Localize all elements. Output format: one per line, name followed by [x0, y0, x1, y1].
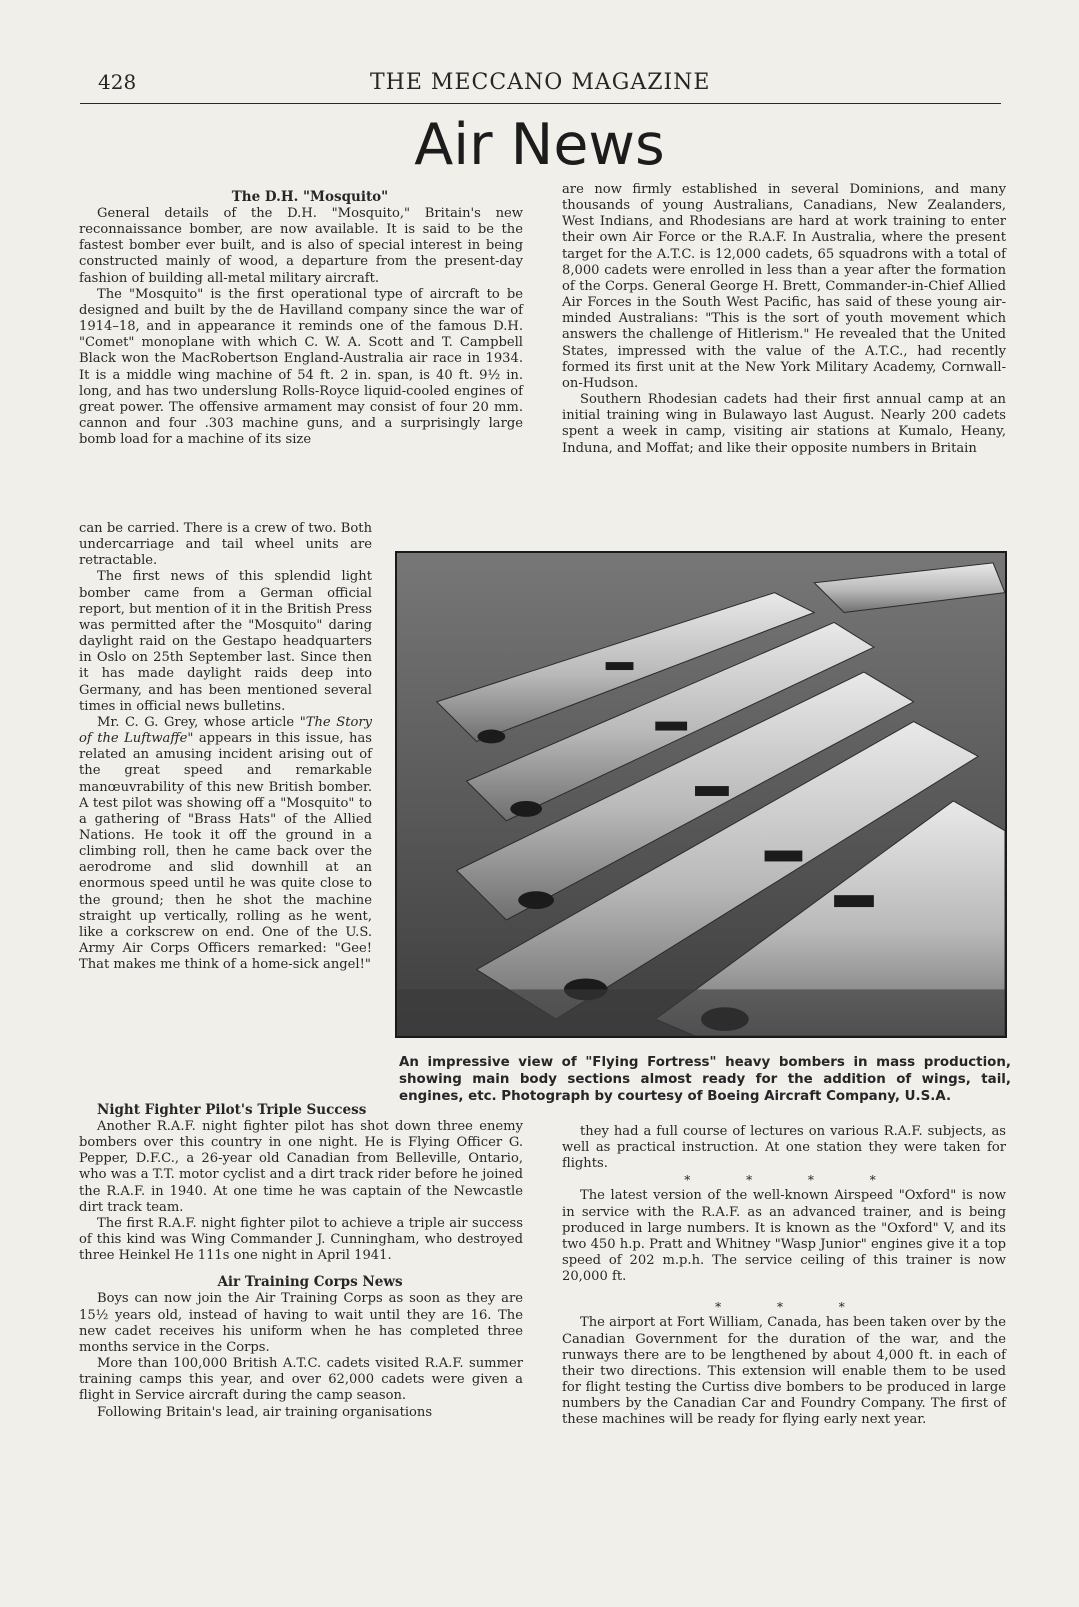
bomber-factory-photo: [395, 551, 1007, 1038]
left-column-narrow: [79, 521, 372, 973]
paragraph: Southern Rhodesian cadets had their first annual camp at an initial training wing in Bulawayo last August. Nearly 200 cadets spent a week in camp, visiting air stations at Kumalo, Heany, Induna, and Moffat; and like their opposite numbers in Britain: [562, 392, 1006, 456]
paragraph: General details of the D.H. "Mosquito," Britain's new reconnaissance bomber, are now available. It is said to be the fastest bomber ever built, and is also of special interest in being constructed mainly of wood, a departure from the present-day fashion of building all-metal military aircraft.: [79, 206, 523, 286]
right-column-top: [562, 182, 1006, 457]
section-heading-mosquito: The D.H. "Mosquito": [231, 189, 389, 205]
paragraph: The airport at Fort William, Canada, has been taken over by the Canadian Government for the duration of the war, and the runways there are to be lengthened by about 4,000 ft. in each of their two directions. This extension will enable them to be used for flight testing the Curtiss dive bombers to be produced in large numbers by the Canadian Car and Foundry Company. The first of these machines will be ready for flying early next year.: [562, 1315, 1006, 1428]
paragraph: More than 100,000 British A.T.C. cadets visited R.A.F. summer training camps this year, and over 62,000 cadets were given a flight in Service aircraft during the camp season.: [79, 1356, 523, 1404]
article-title: "The Story of the Luftwaffe": [79, 714, 372, 747]
section-heading-atc: Air Training Corps News: [217, 1274, 403, 1291]
left-column-bottom: [79, 1102, 523, 1421]
paragraph: Following Britain's lead, air training organisations: [97, 1404, 433, 1420]
paragraph: The first R.A.F. night fighter pilot to achieve a triple air success of this kind was Wing Commander J. Cunningham, who destroyed three Heinkel He 111s one night in April 1941.: [79, 1215, 523, 1264]
section-separator: * * * *: [684, 1173, 902, 1188]
paragraph: Boys can now join the Air Training Corps as soon as they are 15½ years old, instead of having to wait until they are 16. The new cadet receives his uniform when he has completed three months service in the Corps.: [79, 1291, 523, 1355]
text: Mr. C. G. Grey, whose article: [97, 714, 300, 730]
header-rule: [80, 103, 1001, 104]
paragraph: can be carried. There is a crew of two. Both undercarriage and tail wheel units are retractable.: [79, 521, 372, 569]
section-separator: * * *: [715, 1300, 871, 1315]
paragraph: [79, 715, 372, 974]
paragraph: The "Mosquito" is the first operational type of aircraft to be designed and built by the de Havilland company since the war of 1914–18, and in appearance it reminds one of the famous D.H. "Comet" monoplane with which C. W. A. Scott and T. Campbell Black won the MacRobertson England-Australia air race in 1934. It is a middle wing machine of 54 ft. 2 in. span, is 40 ft. 9½ in. long, and has two underslung Rolls-Royce liquid-cooled engines of great power. The offensive armament may consist of four 20 mm. cannon and four .303 machine guns, and a surprisingly large bomb load for a machine of its size: [79, 286, 523, 448]
page-number: 428: [98, 70, 137, 94]
photo-illustration: [397, 553, 1005, 1036]
paragraph: Another R.A.F. night fighter pilot has shot down three enemy bombers over this country in one night. He is Flying Officer G. Pepper, D.F.C., a 26-year old Canadian from Belleville, Ontario, who was a T.T. motor cyclist and a dirt track rider before he joined the R.A.F. in 1940. At one time he was captain of the Newcastle dirt track team.: [79, 1119, 523, 1215]
section-heading-night-fighter: Night Fighter Pilot's Triple Success: [97, 1102, 367, 1118]
text: appears in this issue, has related an amusing incident arising out of the great speed and remarkable manœuvrability of this new British bomber. A test pilot was showing off a "Mosquito" to a gathering of "Brass Hats" of the Allied Nations. He took it off the ground in a climbing roll, then he came back over the aerodrome and slid downhill at an enormous speed until he was quite close to the ground; then he shot the machine straight up vertically, rolling as he went, like a corkscrew on end. One of the U.S. Army Air Corps Officers remarked: "Gee! That makes me think of a home-sick angel!": [79, 731, 372, 973]
photo-caption: An impressive view of "Flying Fortress" heavy bombers in mass production, showing main body sections almost ready for the addition of wings, tail, engines, etc. Photograph by courtesy of Boeing Aircraft Company, U.S.A.: [399, 1055, 1011, 1105]
paragraph: The first news of this splendid light bomber came from a German official report, but mention of it in the British Press was permitted after the "Mosquito" daring daylight raid on the Gestapo headquarters in Oslo on 25th September last. Since then it has made daylight raids deep into Germany, and has been mentioned several times in official news bulletins.: [79, 569, 372, 714]
right-column-bottom: [562, 1124, 1006, 1429]
paragraph: are now firmly established in several Dominions, and many thousands of young Australians, Canadians, New Zealanders, West Indians, and Rhodesians are hard at work training to enter their own Air Force or the R.A.F. In Australia, where the present target for the A.T.C. is 12,000 cadets, 65 squadrons with a total of 8,000 cadets were enrolled in less than a year after the formation of the Corps. General George H. Brett, Commander-in-Chief Allied Air Forces in the South West Pacific, has said of these young air-minded Australians: "This is the sort of youth movement which answers the challenge of Hitlerism." He revealed that the United States, impressed with the value of the A.T.C., had recently formed its first unit at the New York Military Academy, Cornwall-on-Hudson.: [562, 182, 1006, 391]
magazine-title: THE MECCANO MAGAZINE: [370, 70, 711, 95]
page-title: Air News: [414, 112, 665, 178]
paragraph: The latest version of the well-known Airspeed "Oxford" is now in service with the R.A.F. as an advanced trainer, and is being produced in large numbers. It is known as the "Oxford" V, and its two 450 h.p. Pratt and Whitney "Wasp Junior" engines give it a top speed of 202 m.p.h. The service ceiling of this trainer is now 20,000 ft.: [562, 1188, 1006, 1285]
left-column-top: [79, 189, 523, 448]
paragraph: they had a full course of lectures on various R.A.F. subjects, as well as practical instruction. At one station they were taken for flights.: [562, 1124, 1006, 1172]
